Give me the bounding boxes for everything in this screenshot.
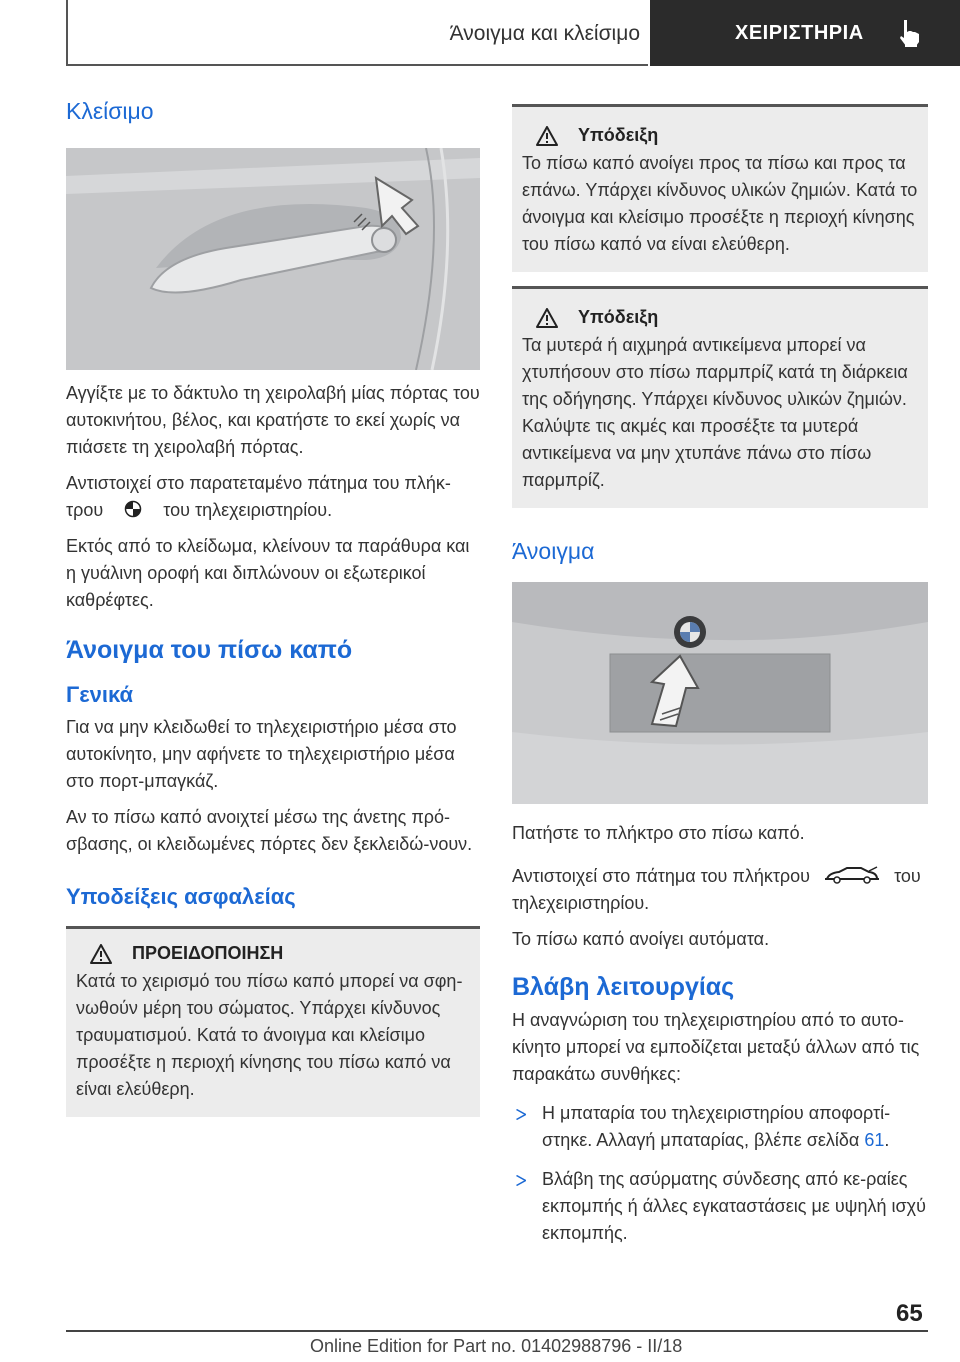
malfunction-list	[512, 1100, 928, 1247]
general-paragraph-1: Για να μην κλειδωθεί το τηλεχειριστήριο μέσα στο αυτοκίνητο, μην αφήνετε το τηλεχειριστήριο μέσα στο πορτ-μπαγκάζ.	[66, 717, 457, 791]
page-61-link[interactable]: 61	[864, 1130, 885, 1150]
malfunction-heading: Βλάβη λειτουργίας	[512, 973, 735, 1001]
door-handle-image	[66, 148, 480, 370]
note-2-title-row	[522, 307, 918, 328]
opening-paragraph-2-cont: τηλεχειριστηρίου.	[512, 893, 650, 913]
bullet-triangle-icon	[516, 1175, 526, 1186]
closing-paragraph-2a: Αντιστοιχεί στο παρατεταμένο πάτημα του πλήκ-	[66, 473, 451, 493]
chapter-title: Άνοιγμα και κλείσιμο	[449, 22, 640, 45]
closing-heading: Κλείσιμο	[66, 98, 154, 124]
hand-pointer-icon	[896, 18, 924, 48]
note-2-title: Υπόδειξη	[578, 307, 659, 327]
bullet-triangle-icon	[516, 1109, 526, 1120]
safety-heading: Υποδείξεις ασφαλείας	[66, 884, 296, 909]
list-item	[512, 1100, 928, 1154]
note-1-title-row	[522, 125, 918, 146]
page-number: 65	[896, 1300, 923, 1327]
warning-triangle-icon	[536, 126, 558, 146]
closing-paragraph-2b-end: του τηλεχειριστηρίου.	[163, 500, 333, 520]
general-paragraph-2: Αν το πίσω καπό ανοιχτεί μέσω της άνετης πρό-σβασης, οι κλειδωμένες πόρτες δεν ξεκλειδώ-νουν.	[66, 807, 473, 854]
header-bottom-rule	[66, 64, 648, 66]
opening-paragraph-2-mid: του	[894, 866, 921, 886]
closing-paragraph-2b	[66, 497, 480, 524]
note-box-1	[512, 104, 928, 272]
footer-rule	[66, 1330, 928, 1332]
list-item	[512, 1166, 928, 1247]
note-box-2	[512, 286, 928, 508]
warning-text: Κατά το χειρισμό του πίσω καπό μπορεί να σφη-νωθούν μέρη του σώματος. Υπάρχει κίνδυνος τραυματισμού. Κατά το άνοιγμα και κλείσιμο προσέξτε η περιοχή κίνησης του πίσω καπό να είναι ελεύθερη.	[76, 971, 463, 1099]
trunk-button-icon	[823, 865, 881, 885]
malfunction-paragraph: Η αναγνώριση του τηλεχειριστηρίου από το αυτο-κίνητο μπορεί να εμποδίζεται μεταξύ άλλων από τις παρακάτω συνθήκες:	[512, 1010, 920, 1084]
trunk-opening-heading: Άνοιγμα του πίσω καπό	[66, 636, 353, 664]
warning-triangle-icon	[536, 308, 558, 328]
lock-button-icon	[118, 500, 148, 518]
bullet-1-end: .	[884, 1130, 890, 1150]
opening-paragraph-2	[512, 863, 928, 890]
page-header	[0, 0, 960, 66]
opening-paragraph-1: Πατήστε το πλήκτρο στο πίσω καπό.	[512, 823, 805, 843]
opening-paragraph-3: Το πίσω καπό ανοίγει αυτόματα.	[512, 929, 770, 949]
opening-paragraph-2-start: Αντιστοιχεί στο πάτημα του πλήκτρου	[512, 866, 811, 886]
warning-triangle-icon	[90, 944, 112, 964]
edition-text: Online Edition for Part no. 01402988796 - II/18	[310, 1336, 683, 1356]
closing-paragraph-2b-start: τρου	[66, 500, 104, 520]
section-tab	[650, 0, 960, 66]
warning-title: ΠΡΟΕΙΔΟΠΟΙΗΣΗ	[132, 943, 284, 963]
trunk-illustration	[512, 582, 928, 804]
left-column	[66, 96, 480, 1117]
section-title: ΧΕΙΡΙΣΤΗΡΙΑ	[735, 22, 864, 44]
header-left-rule	[66, 0, 68, 66]
bullet-2-text: Βλάβη της ασύρματης σύνδεσης από κε-ραίες εκπομπής ή άλλες εγκαταστάσεις με υψηλή ισχύ εκπομπής.	[542, 1169, 926, 1243]
bullet-1-text: Η μπαταρία του τηλεχειριστηρίου αποφορτί-στηκε. Αλλαγή μπαταρίας, βλέπε σελίδα	[542, 1103, 891, 1150]
trunk-button-image	[512, 582, 928, 804]
closing-paragraph-1: Αγγίξτε με το δάκτυλο τη χειρολαβή μίας πόρτας του αυτοκινήτου, βέλος, και κρατήστε το εκεί χωρίς να πιάσετε τη χειρολαβή πόρτας.	[66, 383, 480, 457]
opening-heading: Άνοιγμα	[512, 538, 595, 564]
note-2-text: Τα μυτερά ή αιχμηρά αντικείμενα μπορεί να χτυπήσουν στο πίσω παρμπρίζ κατά τη διάρκεια της οδήγησης. Υπάρχει κίνδυνος υλικών ζημιών. Καλύψτε τις ακμές και προσέξτε τα μυτερά αντικείμενα να μην χτυπάνε πάνω στο πίσω παρμπρίζ.	[522, 335, 908, 490]
door-handle-illustration	[66, 148, 480, 370]
note-1-title: Υπόδειξη	[578, 125, 659, 145]
note-1-text: Το πίσω καπό ανοίγει προς τα πίσω και προς τα επάνω. Υπάρχει κίνδυνος υλικών ζημιών. Κατά το άνοιγμα και κλείσιμο προσέξτε η περιοχή κίνησης του πίσω καπό να είναι ελεύθερη.	[522, 153, 918, 254]
warning-box	[66, 926, 480, 1117]
warning-title-row	[76, 943, 470, 964]
right-column	[512, 104, 928, 1259]
general-heading: Γενικά	[66, 682, 134, 707]
closing-paragraph-3: Εκτός από το κλείδωμα, κλείνουν τα παράθυρα και η γυάλινη οροφή και διπλώνουν οι εξωτερικοί καθρέφτες.	[66, 536, 470, 610]
